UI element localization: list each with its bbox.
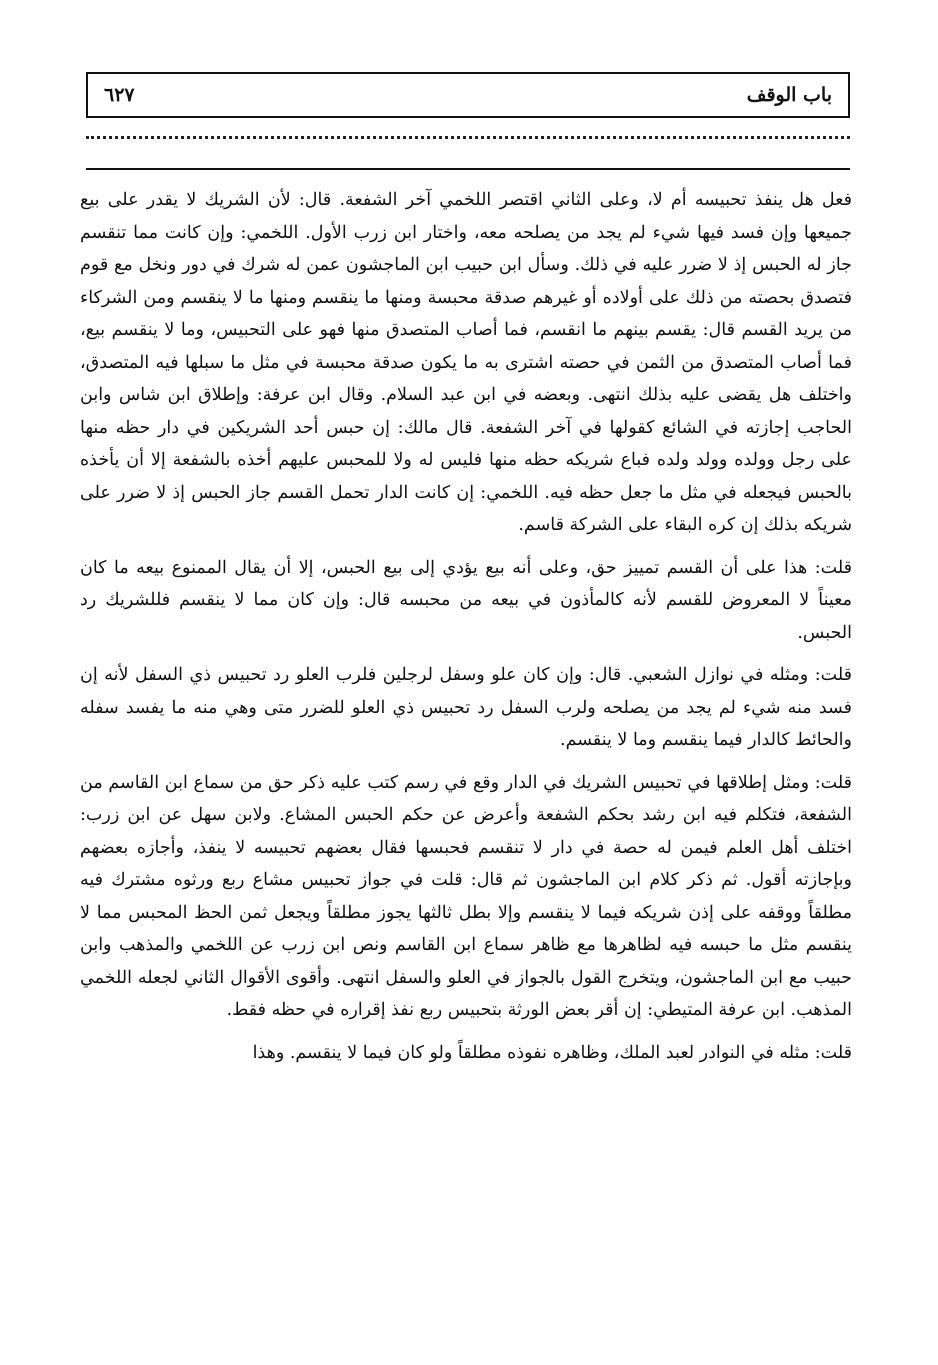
dotted-divider [86, 136, 850, 139]
chapter-title: باب الوقف [746, 84, 832, 106]
paragraph: قلت: ومثله في نوازل الشعبي. قال: وإن كان علو وسفل لرجلين فلرب العلو رد تحبيس ذي السفل لأنه إن فسد منه شيء لم يجد من يصلحه ولرب السفل رد تحبيس ذي العلو للضرر متى وهي منه ما يفسد سفله والحائط كالدار فيما ينقسم وما لا ينقسم. [80, 665, 852, 750]
paragraph: قلت: مثله في النوادر لعبد الملك، وظاهره نفوذه مطلقاً ولو كان فيما لا ينقسم. وهذا [252, 1042, 852, 1063]
page-body [80, 184, 852, 1069]
page-header [86, 72, 850, 118]
paragraph: فعل هل ينفذ تحبيسه أم لا، وعلى الثاني اقتصر اللخمي آخر الشفعة. قال: لأن الشريك لا يقدر على بيع جميعها وإن فسد فيها شيء لم يجد من يصلحه معه، واختار ابن زرب الأول. اللخمي: وإن كانت مما تنقسم جاز له الحبس إذ لا ضرر عليه في ذلك. وسأل ابن حبيب ابن الماجشون عمن له شرك في دور ونخل مع قوم فتصدق بحصته من ذلك على أولاده أو غيرهم صدقة محبسة ومنها ما ينقسم ومنها ما لا ينقسم ومن الشركاء من يريد القسم قال: يقسم بينهم ما انقسم، فما أصاب المتصدق منها فهو على التحبيس، وما لا ينقسم بيع، فما أصاب المتصدق من الثمن في حصته اشترى به ما يكون صدقة محبسة في مثل ما سبلها فيه المتصدق، واختلف هل يقضى عليه بذلك انتهى. وبعضه في ابن عبد السلام. وقال ابن عرفة: وإطلاق ابن شاس وابن الحاجب إجازته في الشائع كقولها في آخر الشفعة. قال مالك: إن حبس أحد الشريكين في دار حظه منها على رجل وولده وولد ولده فباع شريكه حظه منها فليس له ولا للمحبس عليهم أخذه بالشفعة إلا أن يأخذه بالحبس فيجعله في مثل ما جعل حظه فيه. اللخمي: إن كانت الدار تحمل القسم جاز الحبس إذ لا ضرر على شريكه بذلك إن كره البقاء على الشركة قاسم. [80, 190, 852, 535]
solid-divider [86, 168, 850, 170]
paragraph: قلت: هذا على أن القسم تمييز حق، وعلى أنه بيع يؤدي إلى بيع الحبس، إلا أن يقال الممنوع بيعه ما كان معيناً لا المعروض للقسم لأنه كالمأذون في بيعه من محبسه قال: وإن كان مما لا ينقسم فللشريك رد الحبس. [80, 557, 852, 643]
paragraph: قلت: ومثل إطلاقها في تحبيس الشريك في الدار وقع في رسم كتب عليه ذكر حق من سماع ابن القاسم من الشفعة، فتكلم فيه ابن رشد بحكم الشفعة وأعرض عن حكم الحبس المشاع. ولابن سهل عن ابن زرب: اختلف أهل العلم فيمن له حصة في دار لا تنقسم فحبسها فقال بعضهم تحبيسه لا ينفذ، وأجازه بعضهم وبإجازته أقول. ثم ذكر كلام ابن الماجشون ثم قال: قلت في جواز تحبيس مشاع ربع ورثوه مشترك فيه مطلقاً ووقفه على إذن شريكه فيما لا ينقسم وإلا بطل ثالثها يجوز مطلقاً ويجعل ثمن الحظ المحبس مما لا ينقسم مثل ما حبسه فيه لظاهرها مع ظاهر سماع ابن القاسم ونص ابن زرب عن اللخمي والمذهب وابن حبيب مع ابن الماجشون، ويتخرج القول بالجواز في العلو والسفل انتهى. وأقوى الأقوال الثاني لجعله اللخمي المذهب. ابن عرفة المتيطي: إن أقر بعض الورثة بتحبيس ربع نفذ إقراره في حظه فقط. [80, 772, 852, 1020]
page-number: ٦٢٧ [104, 84, 135, 106]
